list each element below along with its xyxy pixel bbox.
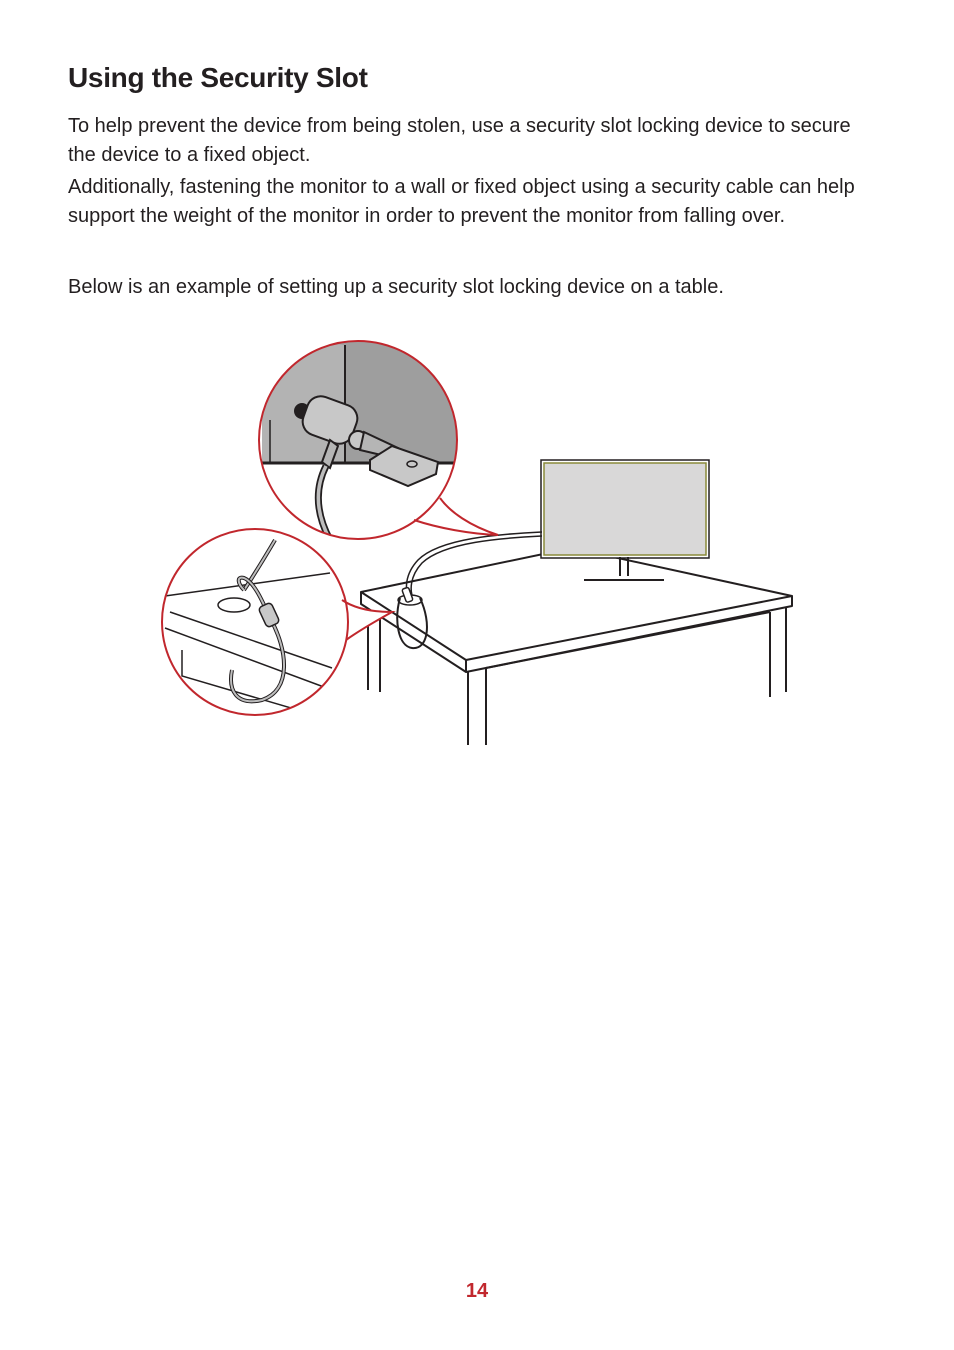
- cable-loop-detail-zoom: [162, 529, 392, 720]
- page-number: 14: [465, 1280, 489, 1302]
- page-title: Using the Security Slot: [68, 62, 368, 93]
- lock-detail-zoom: [259, 335, 498, 540]
- security-lock-illustration: [0, 330, 954, 760]
- example-paragraph: Below is an example of setting up a security slot locking device on a table.: [68, 276, 724, 298]
- table-drawing: [361, 548, 792, 745]
- support-paragraph: Additionally, fastening the monitor to a wall or fixed object using a security cable can help support the weight of the monitor in order to prevent the monitor from falling over.: [68, 176, 855, 227]
- intro-paragraph: To help prevent the device from being stolen, use a security slot locking device to secure the device to a fixed object.: [68, 115, 851, 166]
